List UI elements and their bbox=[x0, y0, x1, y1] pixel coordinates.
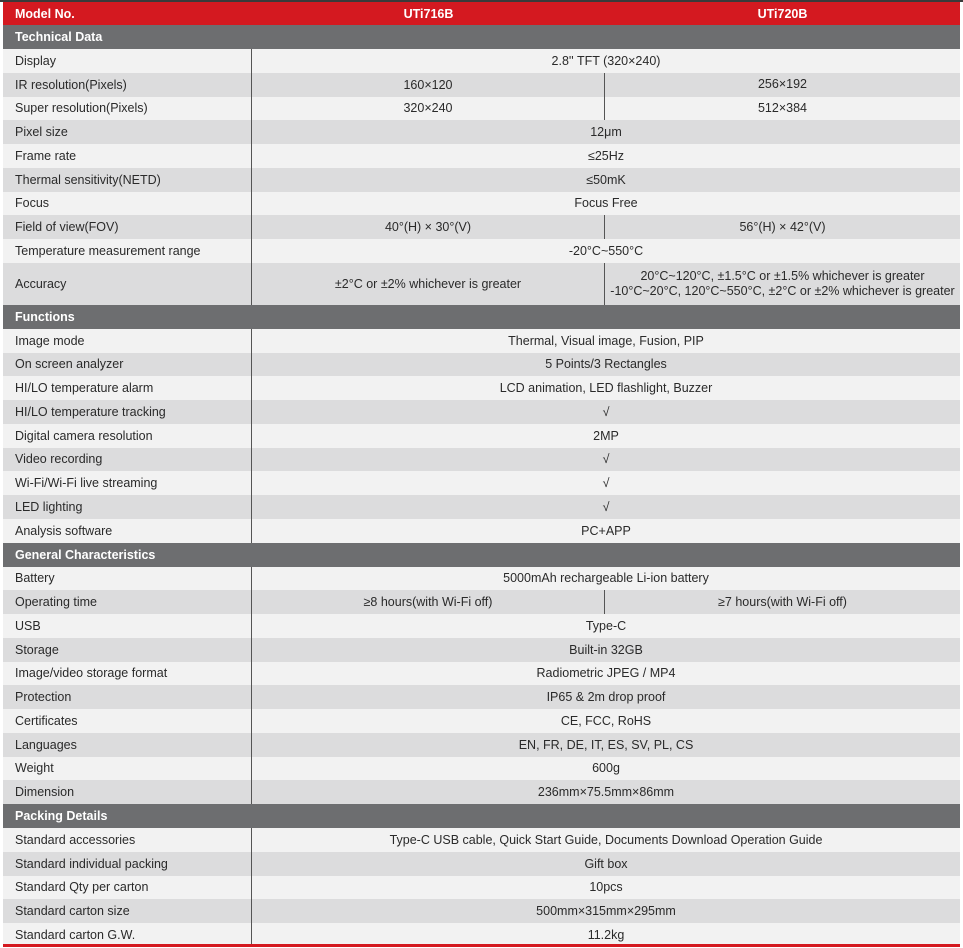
row-label: Wi-Fi/Wi-Fi live streaming bbox=[3, 471, 252, 495]
section-general-characteristics: General Characteristics bbox=[3, 543, 960, 567]
table-row-protection bbox=[3, 685, 960, 709]
table-row-video-recording bbox=[3, 448, 960, 472]
table-row-wifi-streaming bbox=[3, 471, 960, 495]
row-label: IR resolution(Pixels) bbox=[3, 73, 252, 97]
row-value: 5000mAh rechargeable Li-ion battery bbox=[503, 571, 709, 586]
table-row-frame-rate bbox=[3, 144, 960, 168]
row-value: ≤50mK bbox=[586, 172, 626, 187]
row-value: 600g bbox=[592, 761, 620, 776]
row-label: HI/LO temperature tracking bbox=[3, 400, 252, 424]
table-row-led-lighting bbox=[3, 495, 960, 519]
row-label: Weight bbox=[3, 757, 252, 781]
row-label: HI/LO temperature alarm bbox=[3, 376, 252, 400]
row-value: IP65 & 2m drop proof bbox=[546, 690, 666, 705]
row-value: 12μm bbox=[590, 125, 622, 140]
row-label: LED lighting bbox=[3, 495, 252, 519]
row-value: 5 Points/3 Rectangles bbox=[545, 357, 667, 372]
row-value-uti720b: ≥7 hours(with Wi-Fi off) bbox=[718, 594, 847, 609]
model-no-label: Model No. bbox=[15, 6, 75, 21]
row-value: CE, FCC, RoHS bbox=[560, 713, 652, 728]
table-row-operating-time bbox=[3, 590, 960, 614]
row-label: USB bbox=[3, 614, 252, 638]
row-label: On screen analyzer bbox=[3, 353, 252, 377]
table-row-certificates bbox=[3, 709, 960, 733]
row-label: Certificates bbox=[3, 709, 252, 733]
row-value-uti716b: 160×120 bbox=[252, 73, 605, 97]
row-value: -20°C~550°C bbox=[568, 243, 644, 258]
row-value-uti720b: 512×384 bbox=[757, 100, 807, 115]
row-label: Standard accessories bbox=[3, 828, 252, 852]
bottom-border bbox=[3, 944, 960, 947]
row-value: 236mm×75.5mm×86mm bbox=[537, 785, 675, 800]
row-value: 11.2kg bbox=[587, 927, 625, 942]
table-row-carton-size bbox=[3, 899, 960, 923]
checkmark-icon: √ bbox=[602, 404, 610, 419]
row-value: Focus Free bbox=[574, 196, 638, 211]
row-label: Pixel size bbox=[3, 120, 252, 144]
table-row-accuracy bbox=[3, 263, 960, 305]
table-row-qty-per-carton bbox=[3, 876, 960, 900]
row-value-uti716b: ±2°C or ±2% whichever is greater bbox=[252, 263, 605, 305]
table-row-fov bbox=[3, 215, 960, 239]
spec-table bbox=[3, 2, 960, 947]
row-value: Radiometric JPEG / MP4 bbox=[536, 666, 676, 681]
row-value: LCD animation, LED flashlight, Buzzer bbox=[499, 381, 713, 396]
table-row-individual-packing bbox=[3, 852, 960, 876]
table-row-dimension bbox=[3, 780, 960, 804]
row-value-uti720b: 256×192 bbox=[757, 77, 807, 92]
row-value-uti716b: ≥8 hours(with Wi-Fi off) bbox=[252, 590, 605, 614]
table-row-languages bbox=[3, 733, 960, 757]
table-row-temp-range bbox=[3, 239, 960, 263]
row-value: Built-in 32GB bbox=[569, 642, 643, 657]
table-row-image-mode bbox=[3, 329, 960, 353]
row-label: Analysis software bbox=[3, 519, 252, 543]
table-row-super-resolution bbox=[3, 97, 960, 121]
table-row-thermal-sensitivity bbox=[3, 168, 960, 192]
row-label: Operating time bbox=[3, 590, 252, 614]
row-label: Standard individual packing bbox=[3, 852, 252, 876]
table-row-camera-resolution bbox=[3, 424, 960, 448]
row-label: Frame rate bbox=[3, 144, 252, 168]
row-label: Standard Qty per carton bbox=[3, 876, 252, 900]
table-row-weight bbox=[3, 757, 960, 781]
table-row-pixel-size bbox=[3, 120, 960, 144]
row-value: Type-C USB cable, Quick Start Guide, Documents Download Operation Guide bbox=[389, 832, 823, 847]
row-label: Accuracy bbox=[3, 263, 252, 305]
row-label: Super resolution(Pixels) bbox=[3, 97, 252, 121]
row-label: Image/video storage format bbox=[3, 662, 252, 686]
table-row-storage-format bbox=[3, 662, 960, 686]
accuracy-line-1: 20°C~120°C, ±1.5°C or ±1.5% whichever is greater bbox=[640, 268, 925, 283]
row-label: Thermal sensitivity(NETD) bbox=[3, 168, 252, 192]
table-row-standard-accessories bbox=[3, 828, 960, 852]
row-label: Battery bbox=[3, 567, 252, 591]
row-label: Display bbox=[3, 49, 252, 73]
table-row-hilo-alarm bbox=[3, 376, 960, 400]
row-value: EN, FR, DE, IT, ES, SV, PL, CS bbox=[518, 737, 694, 752]
row-value-uti716b: 320×240 bbox=[252, 97, 605, 121]
row-label: Image mode bbox=[3, 329, 252, 353]
table-row-analysis-software bbox=[3, 519, 960, 543]
row-value: 10pcs bbox=[589, 880, 623, 895]
row-label: Focus bbox=[3, 192, 252, 216]
row-value: 500mm×315mm×295mm bbox=[536, 904, 676, 919]
checkmark-icon: √ bbox=[602, 499, 610, 514]
row-value: Thermal, Visual image, Fusion, PIP bbox=[508, 333, 704, 348]
row-value: 2MP bbox=[593, 428, 619, 443]
table-row-battery bbox=[3, 567, 960, 591]
section-technical-data: Technical Data bbox=[3, 25, 960, 49]
table-row-focus bbox=[3, 192, 960, 216]
row-label: Dimension bbox=[3, 780, 252, 804]
table-row-on-screen-analyzer bbox=[3, 353, 960, 377]
row-value-uti720b bbox=[605, 263, 960, 305]
row-label: Standard carton size bbox=[3, 899, 252, 923]
row-value: PC+APP bbox=[581, 523, 631, 538]
table-row-display bbox=[3, 49, 960, 73]
row-label: Video recording bbox=[3, 448, 252, 472]
row-value-uti716b: 40°(H) × 30°(V) bbox=[252, 215, 605, 239]
table-row-hilo-tracking bbox=[3, 400, 960, 424]
model-uti716b: UTi716B bbox=[403, 6, 454, 21]
accuracy-line-2: -10°C~20°C, 120°C~550°C, ±2°C or ±2% whichever is greater bbox=[610, 283, 955, 298]
row-label: Standard carton G.W. bbox=[3, 923, 252, 947]
section-functions: Functions bbox=[3, 305, 960, 329]
table-row-ir-resolution bbox=[3, 73, 960, 97]
row-value: Gift box bbox=[584, 856, 628, 871]
row-label: Storage bbox=[3, 638, 252, 662]
row-label: Digital camera resolution bbox=[3, 424, 252, 448]
row-value: 2.8'' TFT (320×240) bbox=[551, 53, 661, 68]
row-value-uti720b: 56°(H) × 42°(V) bbox=[739, 219, 826, 234]
row-label: Languages bbox=[3, 733, 252, 757]
table-row-storage bbox=[3, 638, 960, 662]
section-packing-details: Packing Details bbox=[3, 804, 960, 828]
row-label: Field of view(FOV) bbox=[3, 215, 252, 239]
row-value: Type-C bbox=[585, 618, 627, 633]
row-label: Protection bbox=[3, 685, 252, 709]
checkmark-icon: √ bbox=[602, 452, 610, 467]
row-value: ≤25Hz bbox=[587, 148, 625, 163]
row-label: Temperature measurement range bbox=[3, 239, 252, 263]
model-uti720b: UTi720B bbox=[757, 6, 808, 21]
table-row-usb bbox=[3, 614, 960, 638]
model-header-row bbox=[3, 2, 960, 25]
checkmark-icon: √ bbox=[602, 476, 610, 491]
